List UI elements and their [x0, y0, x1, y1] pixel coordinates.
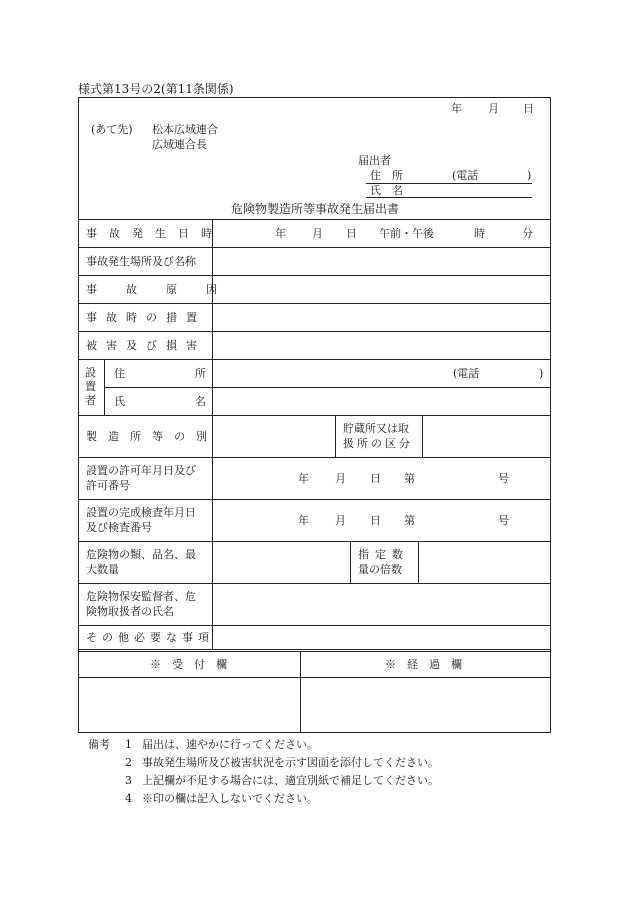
permit-number-prefix: 第 — [404, 472, 415, 485]
hazmat-label-1: 危険物の類、品名、最 — [86, 548, 196, 561]
accident-date-hour: 時 — [474, 227, 485, 240]
installer-divider — [104, 359, 105, 415]
applicant-name-label: 氏 名 — [370, 184, 403, 197]
applicant-label: 届出者 — [358, 154, 391, 167]
row-line-2 — [78, 275, 551, 276]
note-2-text: 事故発生場所及び被害状況を示す図面を添付してください。 — [142, 756, 439, 769]
ratio-label-2: 量の倍数 — [358, 563, 402, 576]
installer-phone-label: (電話 — [453, 367, 480, 380]
row-line-5 — [78, 359, 551, 360]
note-1-text: 届出は、速やかに行ってください。 — [142, 738, 318, 751]
note-4-num: 4 — [125, 792, 132, 805]
row-line-10 — [78, 541, 551, 542]
row-line-12 — [78, 625, 551, 626]
inspection-number-prefix: 第 — [404, 514, 415, 527]
damage-label: 被害及び損害 — [86, 339, 206, 352]
addressee-label: (あて先) — [91, 123, 133, 136]
addressee-name-1: 松本広域連合 — [152, 123, 218, 136]
installer-address-label-2: 所 — [195, 367, 206, 380]
applicant-name-underline — [366, 197, 532, 198]
accident-date-day: 日 — [346, 227, 357, 240]
installer-address-label-1: 住 — [114, 367, 125, 380]
note-3-text: 上記欄が不足する場合には、適宜別紙で補足してください。 — [142, 774, 439, 787]
row-line-9 — [78, 499, 551, 500]
accident-date-year: 年 — [275, 227, 286, 240]
inspection-day: 日 — [370, 514, 381, 527]
location-label: 事故発生場所及び名称 — [86, 255, 196, 268]
applicant-address-label: 住 所 — [370, 169, 403, 182]
supervisor-label-1: 危険物保安監督者、危 — [86, 590, 196, 603]
hazmat-divider-2 — [418, 541, 419, 583]
inspection-month: 月 — [335, 514, 346, 527]
permit-label-2: 許可番号 — [86, 479, 130, 492]
row-line-7 — [78, 415, 551, 416]
facility-type-label: 製造所等の別 — [86, 430, 218, 443]
row-line-3 — [78, 303, 551, 304]
note-1-num: 1 — [125, 738, 132, 751]
progress-label: ※ 経 過 欄 — [385, 658, 462, 671]
notes-label: 備考 — [88, 738, 110, 751]
storage-label-1: 貯蔵所又は取 — [343, 422, 409, 435]
row-line-1 — [78, 247, 551, 248]
storage-label-2: 扱所の区分 — [343, 437, 413, 450]
installer-name-label-1: 氏 — [114, 395, 125, 408]
accident-date-minute: 分 — [522, 227, 533, 240]
row-line-8 — [78, 457, 551, 458]
permit-label-1: 設置の許可年月日及び — [86, 464, 196, 477]
addressee-name-2: 広域連合長 — [152, 138, 207, 151]
date-year-label: 年 — [451, 102, 462, 115]
inspection-label-2: 及び検査番号 — [86, 521, 152, 534]
inspection-label-1: 設置の完成検査年月日 — [86, 506, 196, 519]
note-2-num: 2 — [125, 756, 132, 769]
row-line-14 — [78, 677, 551, 678]
installer-phone-close: ) — [539, 367, 544, 380]
applicant-phone-close: ) — [527, 169, 532, 182]
permit-number-suffix: 号 — [498, 472, 509, 485]
permit-year: 年 — [298, 472, 309, 485]
reception-label: ※ 受 付 欄 — [150, 658, 227, 671]
measures-label: 事故時の措置 — [86, 311, 206, 324]
ratio-label-1: 指定数 — [358, 548, 409, 561]
row-line-13 — [78, 649, 551, 650]
installer-name-label-2: 名 — [195, 395, 206, 408]
installer-label: 設置者 — [85, 366, 96, 407]
row-line-11 — [78, 583, 551, 584]
supervisor-label-2: 険物取扱者の氏名 — [86, 605, 174, 618]
permit-day: 日 — [370, 472, 381, 485]
accident-date-label: 事故発生日時 — [86, 227, 224, 240]
inspection-year: 年 — [298, 514, 309, 527]
note-3-num: 3 — [125, 774, 132, 787]
row-line-13b — [78, 651, 551, 652]
hazmat-label-2: 大数量 — [86, 563, 119, 576]
hazmat-divider-1 — [350, 541, 351, 583]
inspection-number-suffix: 号 — [498, 514, 509, 527]
applicant-phone-label: (電話 — [452, 169, 479, 182]
permit-month: 月 — [335, 472, 346, 485]
date-day-label: 日 — [523, 102, 534, 115]
form-title: 危険物製造所等事故発生届出書 — [230, 202, 399, 216]
other-label: その他必要な事項 — [86, 631, 214, 644]
date-month-label: 月 — [488, 102, 499, 115]
cause-label: 事故原因 — [86, 283, 246, 296]
reception-divider — [300, 651, 301, 733]
accident-date-ampm: 午前・午後 — [379, 227, 434, 240]
row-line-6 — [104, 387, 551, 388]
table-top-line — [78, 219, 551, 220]
row-line-4 — [78, 331, 551, 332]
facility-divider-1 — [335, 415, 336, 457]
note-4-text: ※印の欄は記入しないでください。 — [142, 792, 318, 805]
accident-date-month: 月 — [312, 227, 323, 240]
form-number: 様式第13号の2(第11条関係) — [78, 82, 234, 96]
facility-divider-2 — [422, 415, 423, 457]
